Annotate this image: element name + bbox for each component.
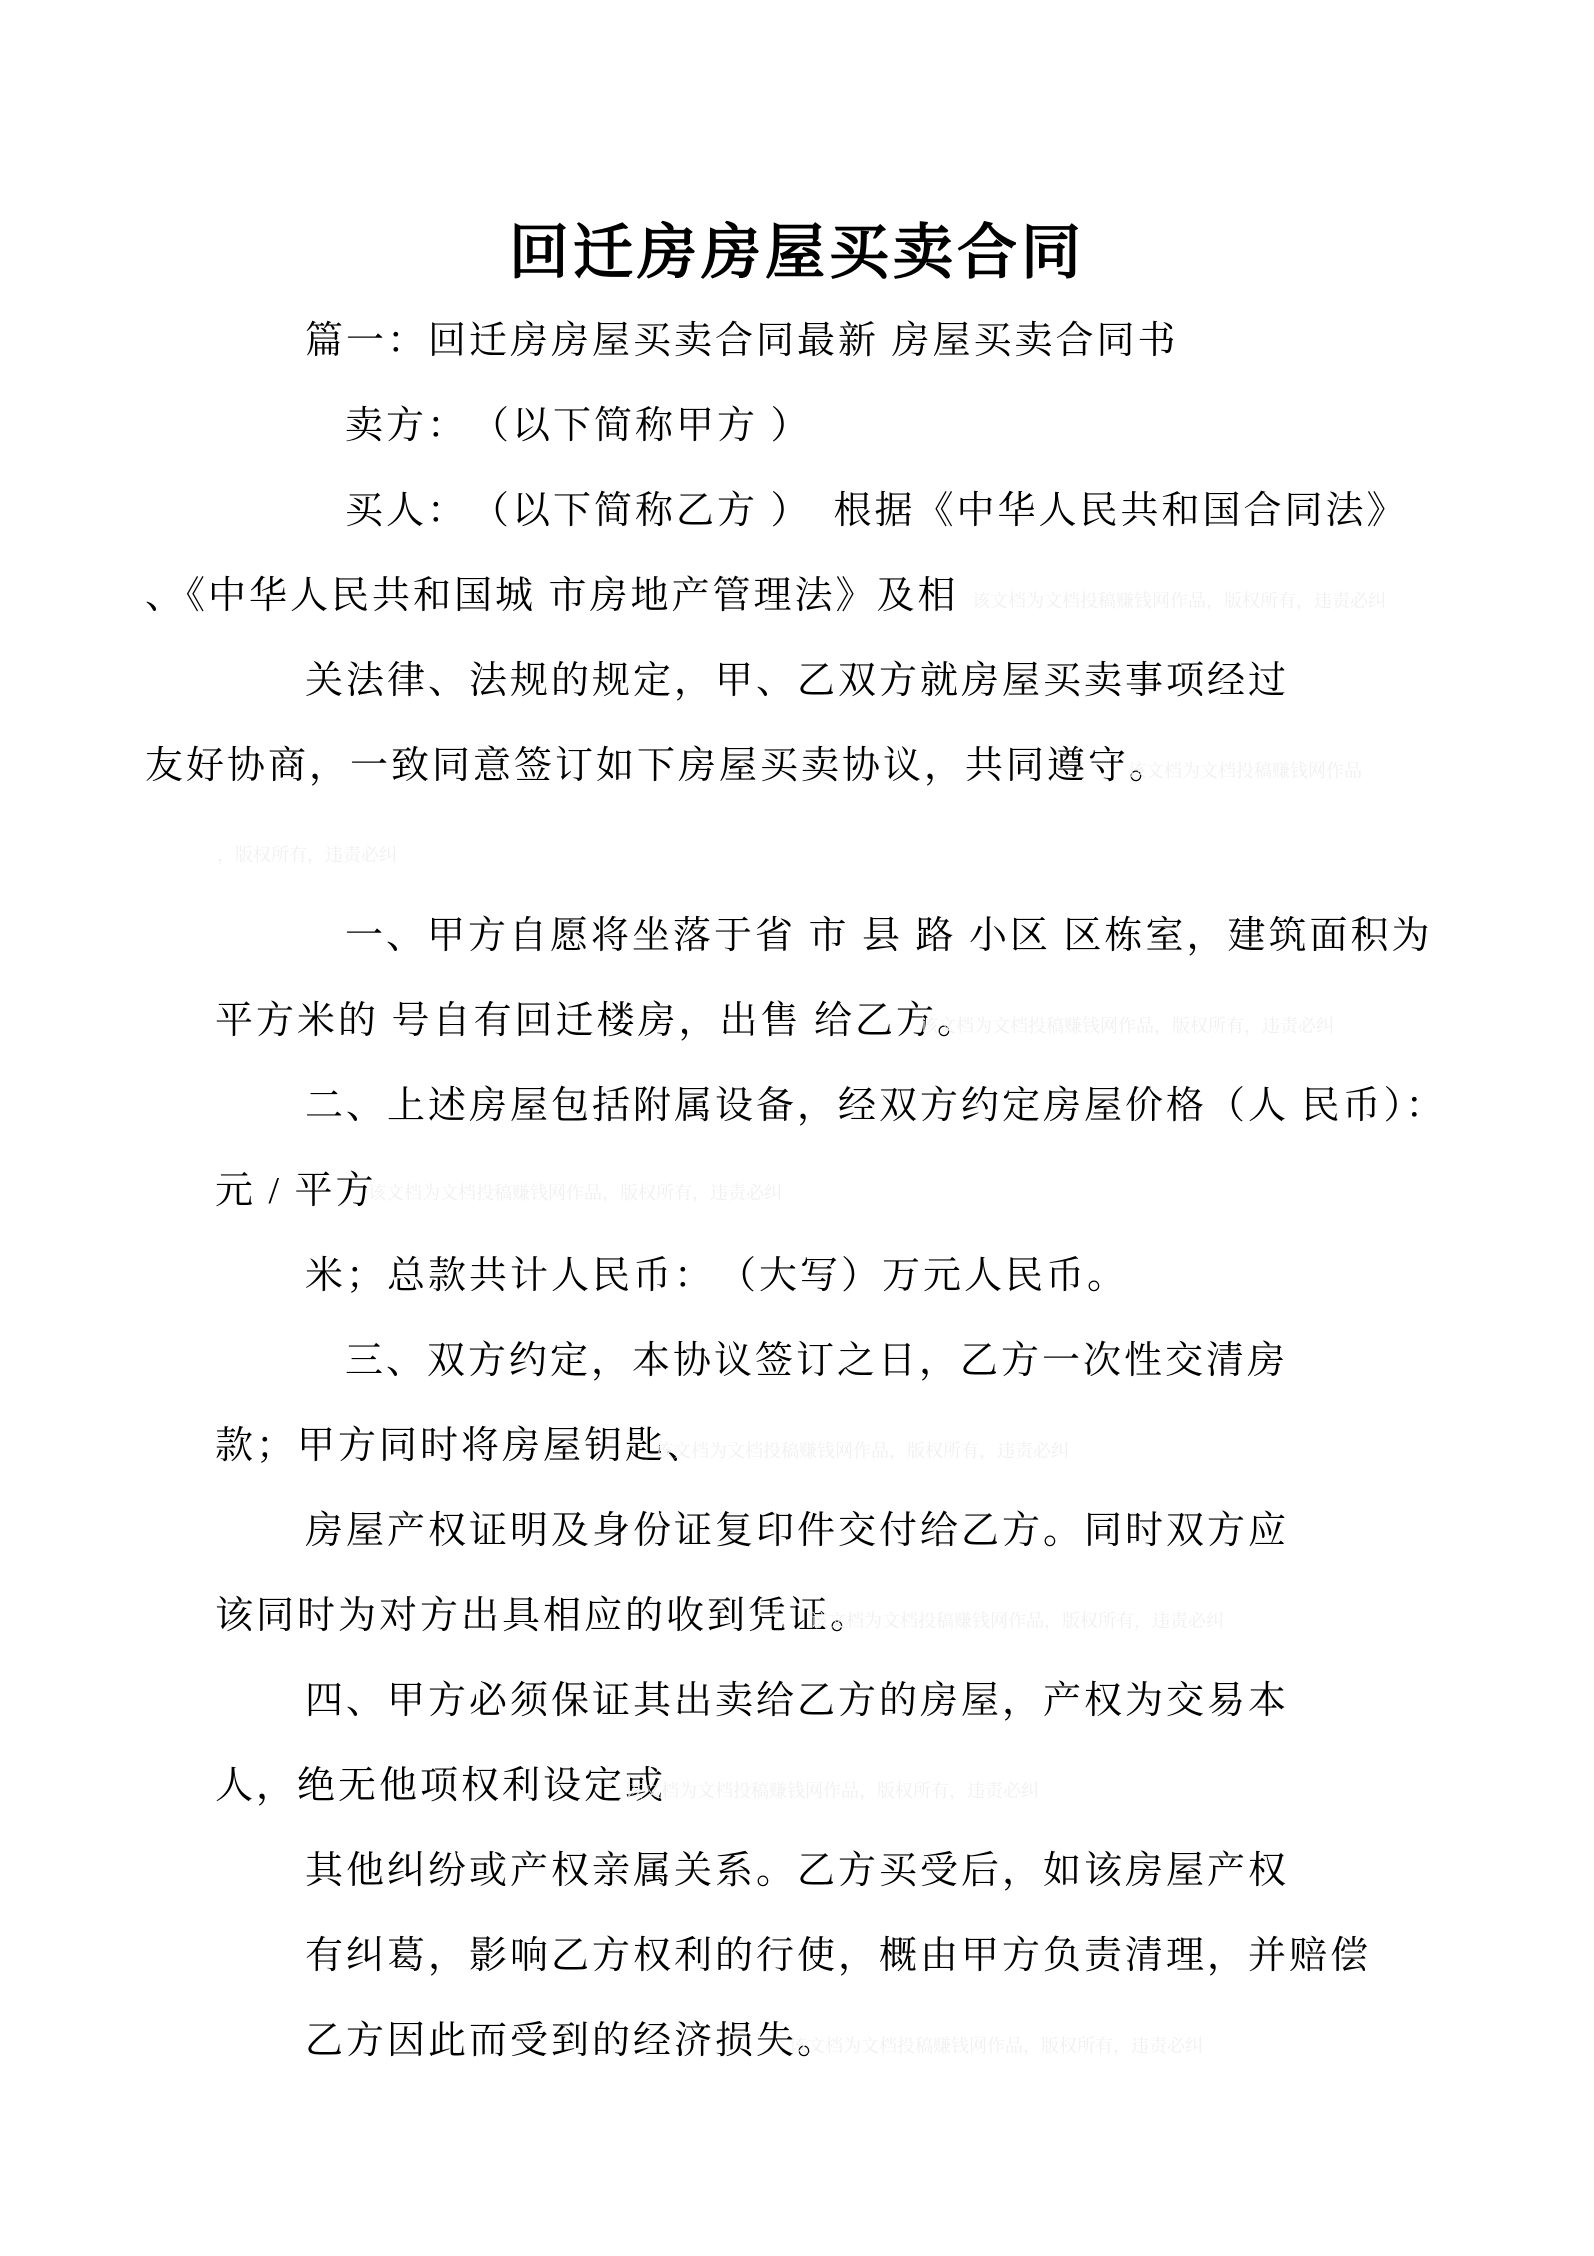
watermark-text: 该文档为文档投稿赚钱网作品，版权所有，违责必纠 xyxy=(655,1441,1069,1461)
text-line: 米；总款共计人民币： （大写）万元人民币。 xyxy=(305,1255,1129,1297)
text-line: 关法律、法规的规定，甲、乙双方就房屋买卖事项经过 xyxy=(305,660,1290,702)
text-line: 一、甲方自愿将坐落于省 市 县 路 小区 区栋室，建筑面积为 xyxy=(345,915,1433,957)
watermark-text: 该文档为文档投稿赚钱网作品，版权所有，违责必纠 xyxy=(810,1611,1224,1631)
text-line: 该同时为对方出具相应的收到凭证。 xyxy=(215,1595,872,1637)
watermark-text: 该文档为文档投稿赚钱网作品 xyxy=(1128,761,1362,781)
text-line: 三、双方约定，本协议签订之日，乙方一次性交清房 xyxy=(345,1340,1289,1382)
document-title: 回迁房房屋买卖合同 xyxy=(509,219,1085,286)
text-line: 四、甲方必须保证其出卖给乙方的房屋，产权为交易本 xyxy=(305,1680,1290,1722)
text-line: 元 / 平方 xyxy=(215,1170,377,1212)
text-line: 平方米的 号自有回迁楼房，出售 给乙方。 xyxy=(215,1000,979,1042)
watermark-text: 该文档为文档投稿赚钱网作品，版权所有，违责必纠 xyxy=(972,591,1386,611)
watermark-text: 该文档为文档投稿赚钱网作品，版权所有，违责必纠 xyxy=(625,1781,1039,1801)
text-line: 卖方： （以下简称甲方 ） xyxy=(345,405,812,447)
text-line: 友好协商，一致同意签订如下房屋买卖协议，共同遵守。 xyxy=(145,745,1171,787)
watermark-text: 该文档为文档投稿赚钱网作品，版权所有，违责必纠 xyxy=(368,1183,782,1203)
text-line: 二、上述房屋包括附属设备，经双方约定房屋价格（人 民币）： xyxy=(305,1085,1447,1127)
text-line: 乙方因此而受到的经济损失。 xyxy=(305,2020,839,2062)
text-line: 有纠葛，影响乙方权利的行使，概由甲方负责清理，并赔偿 xyxy=(305,1935,1372,1977)
text-line: 篇一：回迁房房屋买卖合同最新 房屋买卖合同书 xyxy=(305,320,1179,362)
watermark-text: 该文档为文档投稿赚钱网作品，版权所有，违责必纠 xyxy=(789,2036,1203,2056)
text-line: 、《中华人民共和国城 市房地产管理法》及相 xyxy=(145,575,959,617)
text-line: 房屋产权证明及身份证复印件交付给乙方。同时双方应 xyxy=(305,1510,1290,1552)
watermark-text: 该文档为文档投稿赚钱网作品，版权所有，违责必纠 xyxy=(920,1016,1334,1036)
watermark-text: ，版权所有，违责必纠 xyxy=(217,845,397,865)
text-line: 人，绝无他项权利设定或 xyxy=(215,1765,667,1807)
text-line: 其他纠纷或产权亲属关系。乙方买受后，如该房屋产权 xyxy=(305,1850,1290,1892)
text-line: 款；甲方同时将房屋钥匙、 xyxy=(215,1425,708,1467)
text-line: 买人： （以下简称乙方 ） 根据《中华人民共和国合同法》 xyxy=(345,490,1408,532)
